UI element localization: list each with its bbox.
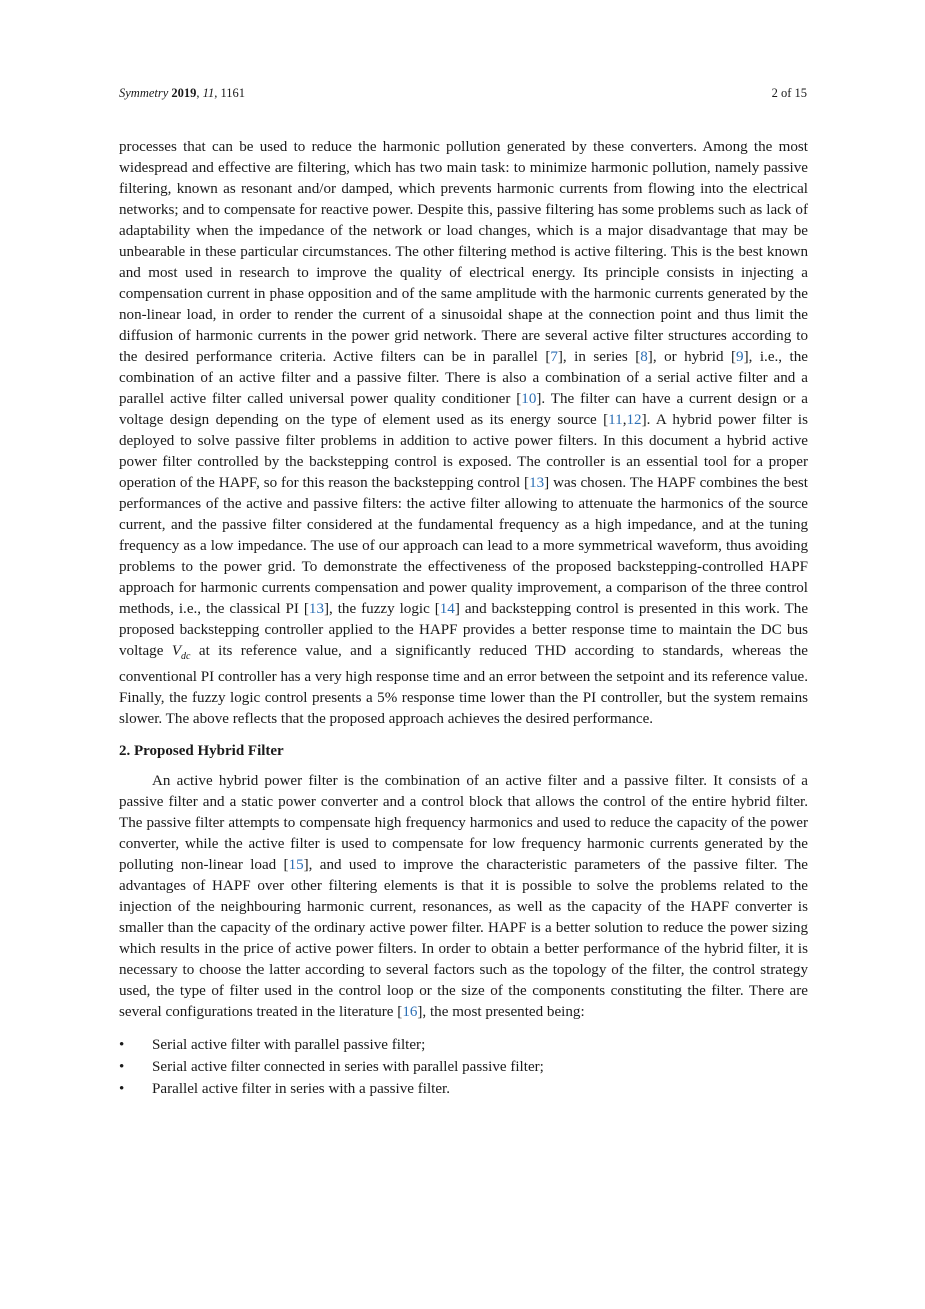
citation-link[interactable]: 14 (439, 601, 455, 617)
citation-link[interactable]: 16 (402, 1004, 418, 1021)
citation-link[interactable]: 13 (529, 475, 545, 491)
list-item: • Parallel active filter in series with a passive filter. (119, 1078, 808, 1100)
citation-link[interactable]: 12 (626, 412, 642, 428)
bullet-icon: • (119, 1037, 125, 1054)
citation-link[interactable]: 10 (521, 391, 537, 407)
paragraph-intro-continued: processes that can be used to reduce the harmonic pollution generated by these converters. Among the most widespread and effective are filtering, which has two main task: to minimize harmonic pollution, namely passive filtering, known as resonant and/or damped, which prevents harmonic currents from flowing into the electrical networks; and to compensate for reactive power. Despite this, passive filtering has some problems such as lack of adaptability when the impedance of the network or load changes, which is a major disadvantage that may be unbearable in these particular circumstances. The other filtering method is active filtering. This is the best known and most used in research to improve the quality of electrical energy. Its principle consists in injecting a compensation current in phase opposition and of the same amplitude with the harmonic currents generated by the non-linear load, in order to render the current of a sinusoidal shape at the connection point and thus limit the diffusion of harmonic currents in the power grid network. There are several active filter structures according to the desired performance criteria. Active filters can be in parallel [7], in series [8], or hybrid [9], i.e., the combination of an active filter and a passive filter. There is also a combination of a serial active filter and a parallel active filter called universal power quality conditioner [10]. The filter can have a current design or a voltage design depending on the type of element used as its energy source [11,12]. A hybrid power filter is deployed to solve passive filter problems in addition to active power filters. In this document a hybrid active power filter controlled by the backstepping control is exposed. The controller is an essential tool for a proper operation of the HAPF, so for this reason the backstepping control [13] was chosen. The HAPF combines the best performances of the active and passive filters: the active filter allowing to attenuate the harmonics of the source current, and the passive filter considered at the fundamental frequency as a high impedance, and at the tuning frequency as a low impedance. The use of our approach can lead to a more symmetrical waveform, thus avoiding problems to the power grid. To demonstrate the effectiveness of the proposed backstepping-controlled HAPF approach for harmonic currents compensation and power quality improvement, a comparison of the three control methods, i.e., the classical PI [13], the fuzzy logic [14] and backstepping control is presented in this work. The proposed backstepping controller applied to the HAPF provides a better response time to maintain the DC bus voltage $V_{dc}$ at its reference value, and a significantly reduced THD according to standards, whereas the conventional PI controller has a very high response time and an error between the setpoint and its reference value. Finally, the fuzzy logic control presents a 5% response time lower than the PI controller, but the system remains slower. The above reflects that the proposed approach achieves the desired performance. (119, 139, 809, 728)
journal-name: Symmetry (119, 86, 169, 100)
main-content (119, 137, 808, 1100)
list-item: • Serial active filter with parallel passive filter; (119, 1034, 808, 1056)
citation-link[interactable]: 7 (550, 349, 558, 365)
page-number: 2 of 15 (771, 86, 807, 100)
bullet-icon: • (119, 1059, 125, 1076)
configuration-list (119, 1034, 808, 1100)
citation-link[interactable]: 9 (736, 349, 744, 365)
citation-link[interactable]: 13 (308, 601, 324, 617)
journal-volume: 11 (202, 86, 215, 100)
bullet-icon: • (119, 1081, 125, 1098)
citation-link[interactable]: 8 (640, 349, 648, 365)
journal-year: 2019 (171, 86, 197, 100)
section-heading: 2. Proposed Hybrid Filter (119, 743, 284, 760)
running-header (119, 86, 807, 106)
list-item: • Serial active filter connected in series with parallel passive filter; (119, 1056, 808, 1078)
journal-citation: Symmetry 2019, 11, 1161 (119, 86, 246, 100)
paragraph-hybrid-filter: An active hybrid power filter is the combination of an active filter and a passive filter. It consists of a passive filter and a static power converter and a control block that allows the control of the entire hybrid filter. The passive filter attempts to compensate high frequency harmonics and used to reduce the capacity of the power converter, while the active filter is used to compensate for low frequency harmonic currents generated by the polluting non-linear load [15], and used to improve the characteristic parameters of the passive filter. The advantages of HAPF over other filtering elements is that it is possible to solve the problems related to the injection of the neighbouring harmonic current, resonances, as well as the capacity of the HAPF converter is smaller than the capacity of the ordinary active power filter. HAPF is a better solution to reduce the power sizing which results in the price of active power filters. In order to obtain a better performance of the hybrid filter, it is necessary to choose the latter according to several factors such as the topology of the filter, the control strategy used, the type of filter used in the control loop or the size of the components constituting the filter. There are several configurations treated in the literature [16], the most presented being: (119, 773, 808, 1021)
citation-link[interactable]: 11 (608, 412, 623, 428)
article-number: 1161 (220, 86, 246, 100)
citation-link[interactable]: 15 (288, 857, 304, 874)
math-vdc: $V_{dc}$ (171, 643, 191, 663)
